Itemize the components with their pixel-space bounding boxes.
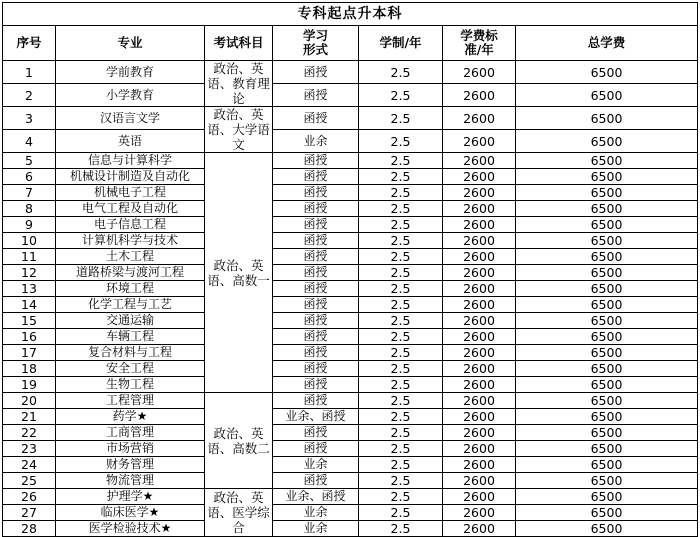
table-row — [3, 377, 698, 393]
cell-duration: 2.5 — [359, 249, 443, 265]
cell-total: 6500 — [516, 281, 698, 297]
cell-major: 工程管理 — [56, 393, 205, 409]
cell-major: 护理学★ — [56, 489, 205, 505]
cell-total: 6500 — [516, 61, 698, 84]
table-row — [3, 130, 698, 153]
cell-total: 6500 — [516, 377, 698, 393]
cell-seq: 2 — [3, 84, 56, 107]
cell-major: 生物工程 — [56, 377, 205, 393]
cell-duration: 2.5 — [359, 281, 443, 297]
cell-mode: 函授 — [273, 297, 359, 313]
cell-major: 医学检验技术★ — [56, 521, 205, 537]
cell-seq: 14 — [3, 297, 56, 313]
cell-major: 市场营销 — [56, 441, 205, 457]
cell-major: 复合材料与工程 — [56, 345, 205, 361]
cell-fee: 2600 — [443, 361, 516, 377]
header-seq: 序号 — [3, 26, 56, 61]
cell-total: 6500 — [516, 84, 698, 107]
cell-duration: 2.5 — [359, 201, 443, 217]
cell-mode: 函授 — [273, 153, 359, 169]
cell-total: 6500 — [516, 345, 698, 361]
cell-fee: 2600 — [443, 297, 516, 313]
table-row — [3, 153, 698, 169]
cell-duration: 2.5 — [359, 425, 443, 441]
cell-major: 工商管理 — [56, 425, 205, 441]
header-total: 总学费 — [516, 26, 698, 61]
cell-mode: 函授 — [273, 313, 359, 329]
table-header-row — [3, 26, 698, 61]
cell-mode: 业余、函授 — [273, 489, 359, 505]
cell-duration: 2.5 — [359, 521, 443, 537]
cell-fee: 2600 — [443, 377, 516, 393]
cell-total: 6500 — [516, 441, 698, 457]
cell-mode: 函授 — [273, 345, 359, 361]
cell-seq: 3 — [3, 107, 56, 130]
cell-duration: 2.5 — [359, 489, 443, 505]
cell-seq: 26 — [3, 489, 56, 505]
cell-fee: 2600 — [443, 249, 516, 265]
table-row — [3, 457, 698, 473]
cell-mode: 函授 — [273, 217, 359, 233]
cell-mode: 函授 — [273, 393, 359, 409]
cell-total: 6500 — [516, 265, 698, 281]
cell-fee: 2600 — [443, 425, 516, 441]
table-row — [3, 441, 698, 457]
cell-duration: 2.5 — [359, 457, 443, 473]
cell-fee: 2600 — [443, 313, 516, 329]
cell-fee: 2600 — [443, 201, 516, 217]
cell-duration: 2.5 — [359, 61, 443, 84]
cell-mode: 业余 — [273, 521, 359, 537]
cell-mode: 函授 — [273, 249, 359, 265]
cell-exam: 政治、英语、高数一 — [205, 153, 273, 393]
cell-fee: 2600 — [443, 84, 516, 107]
cell-duration: 2.5 — [359, 130, 443, 153]
tuition-table — [2, 2, 698, 537]
cell-seq: 20 — [3, 393, 56, 409]
cell-fee: 2600 — [443, 345, 516, 361]
cell-total: 6500 — [516, 297, 698, 313]
cell-fee: 2600 — [443, 169, 516, 185]
cell-total: 6500 — [516, 393, 698, 409]
cell-total: 6500 — [516, 185, 698, 201]
table-row — [3, 345, 698, 361]
cell-mode: 业余 — [273, 130, 359, 153]
cell-major: 小学教育 — [56, 84, 205, 107]
cell-fee: 2600 — [443, 489, 516, 505]
cell-fee: 2600 — [443, 233, 516, 249]
cell-total: 6500 — [516, 457, 698, 473]
cell-mode: 函授 — [273, 281, 359, 297]
cell-duration: 2.5 — [359, 297, 443, 313]
cell-seq: 13 — [3, 281, 56, 297]
cell-major: 电气工程及自动化 — [56, 201, 205, 217]
header-exam: 考试科目 — [205, 26, 273, 61]
cell-fee: 2600 — [443, 130, 516, 153]
cell-total: 6500 — [516, 107, 698, 130]
cell-seq: 7 — [3, 185, 56, 201]
cell-seq: 23 — [3, 441, 56, 457]
table-title-row — [3, 3, 698, 26]
cell-major: 土木工程 — [56, 249, 205, 265]
cell-major: 安全工程 — [56, 361, 205, 377]
cell-seq: 17 — [3, 345, 56, 361]
cell-duration: 2.5 — [359, 185, 443, 201]
cell-duration: 2.5 — [359, 329, 443, 345]
cell-duration: 2.5 — [359, 361, 443, 377]
cell-mode: 函授 — [273, 425, 359, 441]
cell-total: 6500 — [516, 217, 698, 233]
cell-fee: 2600 — [443, 473, 516, 489]
cell-seq: 19 — [3, 377, 56, 393]
cell-fee: 2600 — [443, 265, 516, 281]
table-row — [3, 473, 698, 489]
cell-fee: 2600 — [443, 505, 516, 521]
table-row — [3, 84, 698, 107]
cell-major: 财务管理 — [56, 457, 205, 473]
cell-duration: 2.5 — [359, 505, 443, 521]
cell-total: 6500 — [516, 201, 698, 217]
cell-major: 物流管理 — [56, 473, 205, 489]
cell-duration: 2.5 — [359, 473, 443, 489]
cell-major: 化学工程与工艺 — [56, 297, 205, 313]
cell-total: 6500 — [516, 249, 698, 265]
cell-major: 英语 — [56, 130, 205, 153]
cell-duration: 2.5 — [359, 441, 443, 457]
cell-mode: 函授 — [273, 441, 359, 457]
cell-total: 6500 — [516, 409, 698, 425]
cell-seq: 24 — [3, 457, 56, 473]
cell-mode: 函授 — [273, 265, 359, 281]
cell-fee: 2600 — [443, 441, 516, 457]
cell-total: 6500 — [516, 169, 698, 185]
cell-mode: 函授 — [273, 107, 359, 130]
cell-mode: 函授 — [273, 377, 359, 393]
cell-major: 计算机科学与技术 — [56, 233, 205, 249]
table-title: 专科起点升本科 — [3, 3, 698, 26]
cell-mode: 函授 — [273, 233, 359, 249]
cell-total: 6500 — [516, 130, 698, 153]
table-row — [3, 233, 698, 249]
cell-total: 6500 — [516, 361, 698, 377]
cell-duration: 2.5 — [359, 313, 443, 329]
cell-exam: 政治、英语、高数二 — [205, 393, 273, 489]
cell-major: 临床医学★ — [56, 505, 205, 521]
cell-total: 6500 — [516, 329, 698, 345]
cell-fee: 2600 — [443, 393, 516, 409]
cell-duration: 2.5 — [359, 169, 443, 185]
cell-seq: 8 — [3, 201, 56, 217]
table-row — [3, 107, 698, 130]
cell-total: 6500 — [516, 473, 698, 489]
cell-major: 环境工程 — [56, 281, 205, 297]
cell-mode: 函授 — [273, 361, 359, 377]
header-fee: 学费标准/年 — [443, 26, 516, 61]
table-row — [3, 169, 698, 185]
cell-exam: 政治、英语、教育理论 — [205, 61, 273, 107]
cell-mode: 业余 — [273, 505, 359, 521]
cell-seq: 12 — [3, 265, 56, 281]
cell-total: 6500 — [516, 425, 698, 441]
table-row — [3, 409, 698, 425]
cell-total: 6500 — [516, 153, 698, 169]
cell-fee: 2600 — [443, 61, 516, 84]
cell-fee: 2600 — [443, 409, 516, 425]
table-row — [3, 61, 698, 84]
cell-duration: 2.5 — [359, 84, 443, 107]
cell-total: 6500 — [516, 505, 698, 521]
table-row — [3, 505, 698, 521]
cell-major: 机械电子工程 — [56, 185, 205, 201]
cell-fee: 2600 — [443, 329, 516, 345]
table-row — [3, 489, 698, 505]
cell-mode: 函授 — [273, 84, 359, 107]
cell-duration: 2.5 — [359, 393, 443, 409]
table-row — [3, 217, 698, 233]
cell-major: 电子信息工程 — [56, 217, 205, 233]
table-row — [3, 521, 698, 537]
table-row — [3, 249, 698, 265]
cell-seq: 4 — [3, 130, 56, 153]
cell-seq: 28 — [3, 521, 56, 537]
table-row — [3, 201, 698, 217]
cell-major: 学前教育 — [56, 61, 205, 84]
cell-major: 机械设计制造及自动化 — [56, 169, 205, 185]
cell-mode: 函授 — [273, 329, 359, 345]
cell-fee: 2600 — [443, 281, 516, 297]
cell-duration: 2.5 — [359, 217, 443, 233]
cell-fee: 2600 — [443, 185, 516, 201]
table-row — [3, 313, 698, 329]
cell-seq: 25 — [3, 473, 56, 489]
table-row — [3, 329, 698, 345]
table-row — [3, 297, 698, 313]
cell-mode: 函授 — [273, 473, 359, 489]
cell-seq: 11 — [3, 249, 56, 265]
header-major: 专业 — [56, 26, 205, 61]
cell-duration: 2.5 — [359, 377, 443, 393]
cell-mode: 函授 — [273, 61, 359, 84]
cell-exam: 政治、英语、大学语文 — [205, 107, 273, 153]
cell-seq: 16 — [3, 329, 56, 345]
table-row — [3, 361, 698, 377]
cell-seq: 21 — [3, 409, 56, 425]
cell-seq: 15 — [3, 313, 56, 329]
cell-total: 6500 — [516, 313, 698, 329]
cell-seq: 5 — [3, 153, 56, 169]
cell-seq: 1 — [3, 61, 56, 84]
cell-mode: 函授 — [273, 201, 359, 217]
cell-seq: 6 — [3, 169, 56, 185]
cell-fee: 2600 — [443, 457, 516, 473]
cell-seq: 22 — [3, 425, 56, 441]
cell-mode: 业余 — [273, 457, 359, 473]
cell-duration: 2.5 — [359, 265, 443, 281]
cell-duration: 2.5 — [359, 107, 443, 130]
cell-total: 6500 — [516, 233, 698, 249]
table-row — [3, 265, 698, 281]
cell-duration: 2.5 — [359, 409, 443, 425]
cell-fee: 2600 — [443, 217, 516, 233]
cell-total: 6500 — [516, 521, 698, 537]
table-row — [3, 281, 698, 297]
table-body — [3, 61, 698, 537]
cell-seq: 10 — [3, 233, 56, 249]
cell-major: 药学★ — [56, 409, 205, 425]
cell-fee: 2600 — [443, 107, 516, 130]
cell-fee: 2600 — [443, 153, 516, 169]
cell-total: 6500 — [516, 489, 698, 505]
cell-mode: 函授 — [273, 185, 359, 201]
cell-seq: 9 — [3, 217, 56, 233]
table-row — [3, 393, 698, 409]
cell-seq: 27 — [3, 505, 56, 521]
cell-duration: 2.5 — [359, 345, 443, 361]
cell-seq: 18 — [3, 361, 56, 377]
cell-mode: 业余、函授 — [273, 409, 359, 425]
header-duration: 学制/年 — [359, 26, 443, 61]
cell-exam: 政治、英语、医学综合 — [205, 489, 273, 537]
cell-major: 信息与计算科学 — [56, 153, 205, 169]
cell-major: 汉语言文学 — [56, 107, 205, 130]
cell-major: 交通运输 — [56, 313, 205, 329]
cell-major: 道路桥梁与渡河工程 — [56, 265, 205, 281]
cell-major: 车辆工程 — [56, 329, 205, 345]
cell-fee: 2600 — [443, 521, 516, 537]
cell-duration: 2.5 — [359, 153, 443, 169]
table-row — [3, 425, 698, 441]
header-mode: 学习形式 — [273, 26, 359, 61]
cell-mode: 函授 — [273, 169, 359, 185]
cell-duration: 2.5 — [359, 233, 443, 249]
table-row — [3, 185, 698, 201]
